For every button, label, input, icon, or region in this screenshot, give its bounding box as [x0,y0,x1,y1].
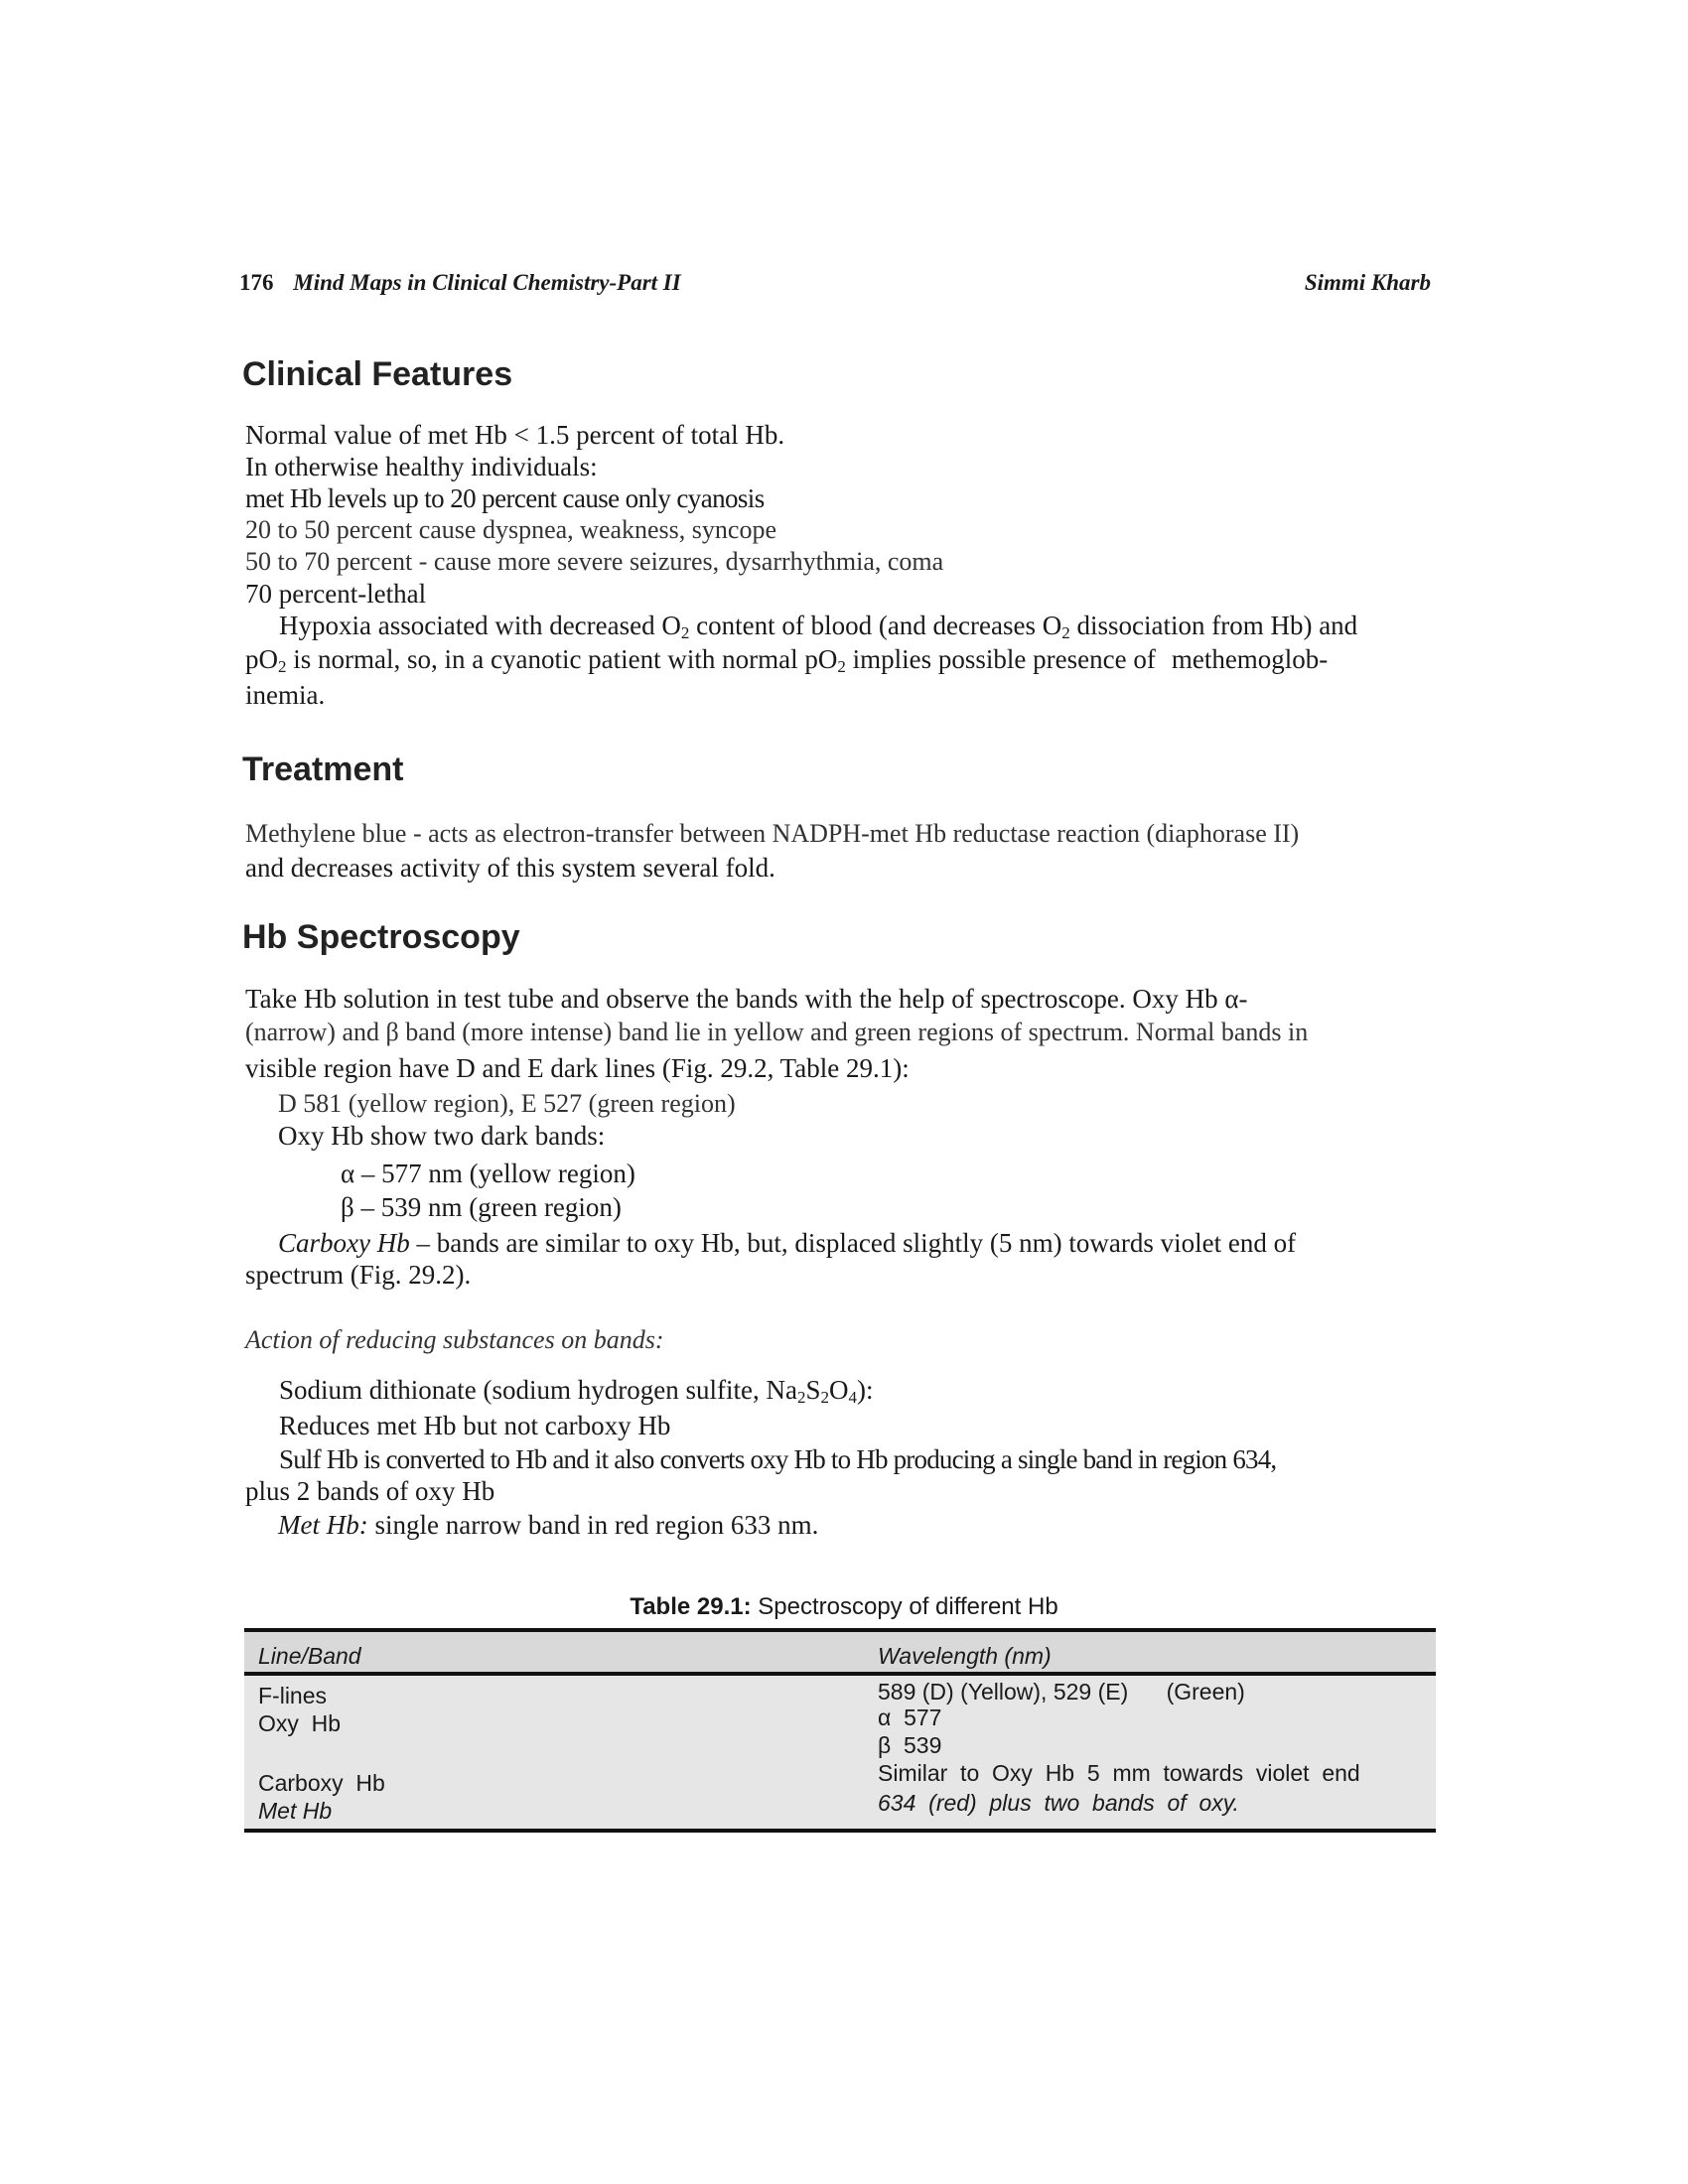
hypoxia-line-2: $pO_2$ is normal, so, in a cyanotic patient with normal $pO_2$ implies possible presence of methemoglob- [245,644,1329,676]
sulf-hb-line-2: plus 2 bands of oxy Hb [245,1476,495,1506]
paragraph-line: and decreases activity of this system several fold. [245,853,775,883]
table-cell-band: Carboxy Hb [258,1770,385,1796]
paragraph-line: Normal value of met Hb < 1.5 percent of total Hb. [245,420,785,450]
paragraph-line: 20 to 50 percent cause dyspnea, weakness, syncope [245,515,776,544]
running-header [239,270,1431,306]
sulf-hb-line-1: Sulf Hb is converted to Hb and it also converts oxy Hb to Hb producing a single band in region 634, [279,1444,1277,1474]
table-cell-wavelength: α 577 [878,1705,942,1730]
dithionite-line: Sodium dithionate (sodium hydrogen sulfite, $Na_2S_2O_4$): [279,1375,874,1407]
table-cell-wavelength: β 539 [878,1732,942,1758]
carboxy-line-1: Carboxy Hb – bands are similar to oxy Hb, but, displaced slightly (5 nm) towards violet end of [278,1228,1297,1258]
carboxy-line-2: spectrum (Fig. 29.2). [245,1260,472,1290]
table-cell-band: Oxy Hb [258,1710,342,1736]
table-caption: Table 29.1: Spectroscopy of different Hb [630,1593,1058,1620]
action-heading: Action of reducing substances on bands: [245,1325,664,1354]
oxy-bands-intro: Oxy Hb show two dark bands: [278,1121,606,1151]
table-cell-wavelength: 634 (red) plus two bands of oxy. [878,1790,1239,1816]
alpha-band: α – 577 nm (yellow region) [341,1159,635,1188]
table-cell-band: Met Hb [258,1798,333,1824]
section-heading-treatment: Treatment [242,751,404,788]
page-number: 176 [239,270,274,295]
d-e-lines: D 581 (yellow region), E 527 (green region) [278,1089,736,1118]
paragraph-line: Take Hb solution in test tube and observe the bands with the help of spectroscope. Oxy Hb α- [245,984,1248,1014]
table-header-cell: Line/Band [258,1643,361,1669]
table-rule [244,1829,1436,1833]
table-cell-wavelength: 589 (D) (Yellow), 529 (E) (Green) [878,1679,1245,1705]
table-cell-wavelength: Similar to Oxy Hb 5 mm towards violet end [878,1760,1360,1786]
spectroscopy-table [244,1628,1436,1833]
paragraph-line: 70 percent-lethal [245,579,427,609]
paragraph-line: met Hb levels up to 20 percent cause only cyanosis [245,483,765,513]
paragraph-line: Methylene blue - acts as electron-transfer between NADPH-met Hb reductase reaction (diaphorase II) [245,819,1300,848]
section-heading-hb-spectroscopy: Hb Spectroscopy [242,918,520,956]
book-title: Mind Maps in Clinical Chemistry-Part II [293,270,681,295]
met-hb-line: Met Hb: single narrow band in red region 633 nm. [278,1510,819,1540]
beta-band: β – 539 nm (green region) [341,1192,622,1222]
paragraph-line: visible region have D and E dark lines (Fig. 29.2, Table 29.1): [245,1053,910,1083]
hypoxia-line-1: Hypoxia associated with decreased $O_2$ content of blood (and decreases $O_2$ dissociation from Hb) and [279,611,1358,642]
table-body [244,1676,1436,1829]
author-name: Simmi Kharb [1304,270,1431,295]
table-cell-band: F-lines [258,1683,328,1708]
table-header-row [244,1632,1436,1672]
paragraph-line: (narrow) and β band (more intense) band lie in yellow and green regions of spectrum. Normal bands in [245,1018,1309,1046]
table-header-cell: Wavelength (nm) [878,1643,1052,1669]
paragraph-line: In otherwise healthy individuals: [245,452,598,481]
hypoxia-line-3: inemia. [245,680,326,710]
reduces-line: Reduces met Hb but not carboxy Hb [279,1411,671,1440]
paragraph-line: 50 to 70 percent - cause more severe seizures, dysarrhythmia, coma [245,547,944,576]
section-heading-clinical-features: Clinical Features [242,355,513,393]
